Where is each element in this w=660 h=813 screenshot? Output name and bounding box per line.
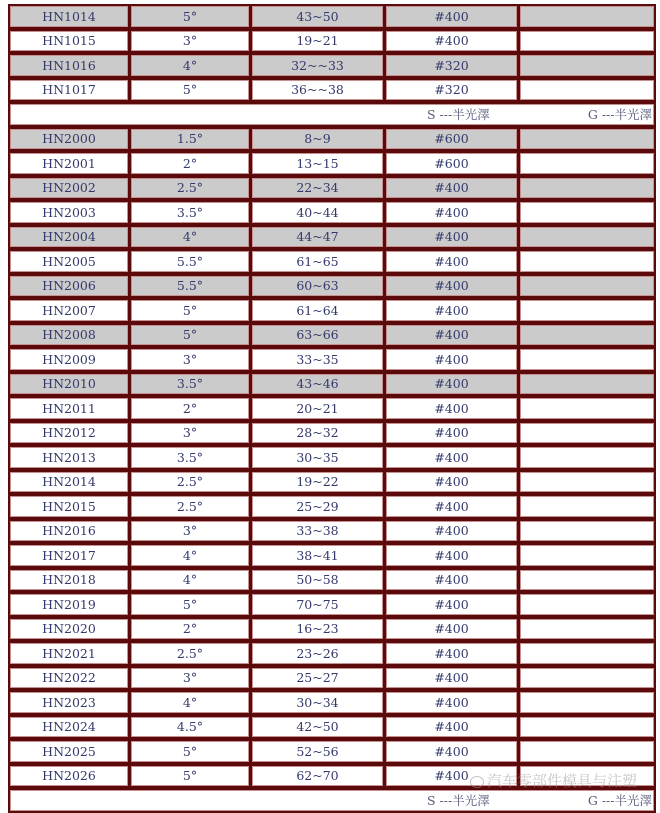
cell-model: HN2017: [10, 545, 131, 570]
cell-range: 38~41: [252, 545, 386, 570]
cell-model: HN2011: [10, 398, 131, 423]
cell-remark: [520, 6, 654, 31]
table-row: [10, 374, 654, 399]
cell-angle: 4°: [131, 227, 252, 252]
cell-angle: 5°: [131, 6, 252, 31]
cell-grit: #400: [386, 717, 520, 742]
note-g: G ---半光澤: [587, 107, 652, 123]
cell-angle: 3°: [131, 349, 252, 374]
cell-remark: [520, 276, 654, 301]
cell-remark: [520, 80, 654, 105]
cell-model: HN2021: [10, 643, 131, 668]
cell-grit: #400: [386, 227, 520, 252]
cell-remark: [520, 153, 654, 178]
cell-model: HN2023: [10, 692, 131, 717]
table-row: [10, 594, 654, 619]
cell-angle: 5.5°: [131, 251, 252, 276]
cell-range: 62~70: [252, 766, 386, 791]
cell-remark: [520, 202, 654, 227]
cell-remark: [520, 741, 654, 766]
cell-angle: 2.5°: [131, 496, 252, 521]
cell-range: 43~46: [252, 374, 386, 399]
cell-grit: #400: [386, 31, 520, 56]
note-s: S ---半光澤: [427, 107, 490, 123]
cell-grit: #400: [386, 398, 520, 423]
cell-range: 16~23: [252, 619, 386, 644]
cell-remark: [520, 349, 654, 374]
cell-model: HN2003: [10, 202, 131, 227]
cell-model: HN2016: [10, 521, 131, 546]
finish-note-row: [10, 104, 654, 129]
wechat-icon: [470, 776, 484, 788]
cell-range: 63~66: [252, 325, 386, 350]
cell-angle: 2°: [131, 398, 252, 423]
cell-range: 33~38: [252, 521, 386, 546]
cell-angle: 3.5°: [131, 374, 252, 399]
table-row: [10, 6, 654, 31]
cell-remark: [520, 668, 654, 693]
finish-note: [10, 790, 654, 811]
cell-angle: 2°: [131, 619, 252, 644]
cell-range: 19~22: [252, 472, 386, 497]
cell-grit: #320: [386, 55, 520, 80]
cell-angle: 5°: [131, 80, 252, 105]
cell-remark: [520, 129, 654, 154]
table-row: [10, 300, 654, 325]
cell-range: 13~15: [252, 153, 386, 178]
cell-model: HN1015: [10, 31, 131, 56]
finish-note-row: [10, 790, 654, 811]
cell-remark: [520, 692, 654, 717]
cell-grit: #600: [386, 129, 520, 154]
table-row: [10, 202, 654, 227]
cell-model: HN1017: [10, 80, 131, 105]
note-s: S ---半光澤: [427, 793, 490, 809]
cell-remark: [520, 55, 654, 80]
table-row: [10, 545, 654, 570]
cell-range: 70~75: [252, 594, 386, 619]
cell-model: HN2014: [10, 472, 131, 497]
cell-grit: #400: [386, 741, 520, 766]
cell-angle: 4°: [131, 692, 252, 717]
cell-grit: #400: [386, 202, 520, 227]
cell-model: HN2000: [10, 129, 131, 154]
cell-angle: 2.5°: [131, 178, 252, 203]
cell-model: HN2012: [10, 423, 131, 448]
cell-angle: 3.5°: [131, 202, 252, 227]
cell-remark: [520, 496, 654, 521]
cell-range: 22~34: [252, 178, 386, 203]
table-row: [10, 692, 654, 717]
watermark-text: 汽车零部件模具与注塑: [487, 772, 638, 790]
cell-model: HN2019: [10, 594, 131, 619]
cell-range: 36~~38: [252, 80, 386, 105]
cell-range: 60~63: [252, 276, 386, 301]
cell-model: HN2009: [10, 349, 131, 374]
cell-grit: #320: [386, 80, 520, 105]
cell-model: HN2006: [10, 276, 131, 301]
cell-range: 42~50: [252, 717, 386, 742]
cell-angle: 5°: [131, 594, 252, 619]
cell-model: HN2018: [10, 570, 131, 595]
table-row: [10, 398, 654, 423]
cell-angle: 2.5°: [131, 643, 252, 668]
table-row: [10, 496, 654, 521]
table-row: [10, 227, 654, 252]
cell-range: 8~9: [252, 129, 386, 154]
cell-angle: 4°: [131, 545, 252, 570]
cell-grit: #400: [386, 668, 520, 693]
cell-range: 61~65: [252, 251, 386, 276]
cell-model: HN2001: [10, 153, 131, 178]
cell-remark: [520, 31, 654, 56]
cell-range: 52~56: [252, 741, 386, 766]
cell-range: 19~21: [252, 31, 386, 56]
cell-model: HN2020: [10, 619, 131, 644]
cell-range: 25~27: [252, 668, 386, 693]
cell-remark: [520, 398, 654, 423]
cell-grit: #400: [386, 423, 520, 448]
cell-grit: #400: [386, 619, 520, 644]
cell-grit: #400: [386, 447, 520, 472]
cell-grit: #400: [386, 496, 520, 521]
table-row: [10, 349, 654, 374]
cell-angle: 3°: [131, 668, 252, 693]
cell-remark: [520, 619, 654, 644]
cell-remark: [520, 594, 654, 619]
table-row: [10, 178, 654, 203]
cell-remark: [520, 251, 654, 276]
cell-remark: [520, 545, 654, 570]
table-row: [10, 668, 654, 693]
cell-grit: #400: [386, 521, 520, 546]
cell-range: 40~44: [252, 202, 386, 227]
table-row: [10, 80, 654, 105]
cell-remark: [520, 472, 654, 497]
cell-grit: #400: [386, 570, 520, 595]
cell-angle: 4°: [131, 570, 252, 595]
cell-grit: #400: [386, 349, 520, 374]
cell-angle: 2.5°: [131, 472, 252, 497]
cell-range: 44~47: [252, 227, 386, 252]
cell-angle: 4.5°: [131, 717, 252, 742]
cell-angle: 3.5°: [131, 447, 252, 472]
table-row: [10, 741, 654, 766]
cell-remark: [520, 300, 654, 325]
cell-model: HN2008: [10, 325, 131, 350]
cell-model: HN2024: [10, 717, 131, 742]
cell-model: HN2005: [10, 251, 131, 276]
cell-grit: #400: [386, 276, 520, 301]
cell-angle: 5.5°: [131, 276, 252, 301]
cell-grit: #400: [386, 692, 520, 717]
finish-note: [10, 104, 654, 129]
table-row: [10, 153, 654, 178]
cell-angle: 5°: [131, 766, 252, 791]
cell-remark: [520, 521, 654, 546]
table-row: [10, 55, 654, 80]
cell-grit: #400: [386, 178, 520, 203]
table-row: [10, 717, 654, 742]
cell-remark: [520, 374, 654, 399]
cell-grit: #600: [386, 153, 520, 178]
cell-remark: [520, 643, 654, 668]
cell-grit: #400: [386, 472, 520, 497]
cell-model: HN2015: [10, 496, 131, 521]
cell-remark: [520, 227, 654, 252]
cell-model: HN2022: [10, 668, 131, 693]
cell-angle: 5°: [131, 300, 252, 325]
table-row: [10, 129, 654, 154]
cell-grit: #400: [386, 6, 520, 31]
cell-remark: [520, 570, 654, 595]
table-row: [10, 31, 654, 56]
cell-remark: [520, 325, 654, 350]
table-row: [10, 521, 654, 546]
cell-angle: 3°: [131, 423, 252, 448]
cell-model: HN2026: [10, 766, 131, 791]
note-g: G ---半光澤: [587, 793, 652, 809]
cell-range: 50~58: [252, 570, 386, 595]
cell-grit: #400: [386, 545, 520, 570]
cell-model: HN2004: [10, 227, 131, 252]
cell-grit: #400: [386, 594, 520, 619]
texture-spec-table: [8, 4, 656, 813]
table-row: [10, 643, 654, 668]
cell-range: 43~50: [252, 6, 386, 31]
cell-model: HN2007: [10, 300, 131, 325]
table-row: [10, 472, 654, 497]
cell-range: 28~32: [252, 423, 386, 448]
table-row: [10, 325, 654, 350]
cell-remark: [520, 717, 654, 742]
table-row: [10, 251, 654, 276]
cell-angle: 5°: [131, 741, 252, 766]
cell-angle: 5°: [131, 325, 252, 350]
cell-range: 20~21: [252, 398, 386, 423]
cell-range: 32~~33: [252, 55, 386, 80]
table-row: [10, 447, 654, 472]
cell-model: HN1014: [10, 6, 131, 31]
cell-model: HN2002: [10, 178, 131, 203]
cell-model: HN1016: [10, 55, 131, 80]
cell-angle: 3°: [131, 31, 252, 56]
cell-range: 30~34: [252, 692, 386, 717]
cell-angle: 1.5°: [131, 129, 252, 154]
cell-angle: 2°: [131, 153, 252, 178]
cell-angle: 4°: [131, 55, 252, 80]
table-row: [10, 423, 654, 448]
cell-remark: [520, 447, 654, 472]
cell-angle: 3°: [131, 521, 252, 546]
cell-grit: #400: [386, 766, 520, 791]
cell-range: 30~35: [252, 447, 386, 472]
cell-grit: #400: [386, 643, 520, 668]
cell-grit: #400: [386, 251, 520, 276]
table-row: [10, 276, 654, 301]
cell-range: 61~64: [252, 300, 386, 325]
cell-range: 25~29: [252, 496, 386, 521]
cell-range: 23~26: [252, 643, 386, 668]
watermark: [470, 770, 637, 791]
table-row: [10, 619, 654, 644]
table-row: [10, 570, 654, 595]
cell-grit: #400: [386, 300, 520, 325]
cell-model: HN2025: [10, 741, 131, 766]
cell-model: HN2010: [10, 374, 131, 399]
cell-remark: [520, 178, 654, 203]
cell-grit: #400: [386, 374, 520, 399]
cell-range: 33~35: [252, 349, 386, 374]
cell-model: HN2013: [10, 447, 131, 472]
cell-grit: #400: [386, 325, 520, 350]
cell-remark: [520, 423, 654, 448]
